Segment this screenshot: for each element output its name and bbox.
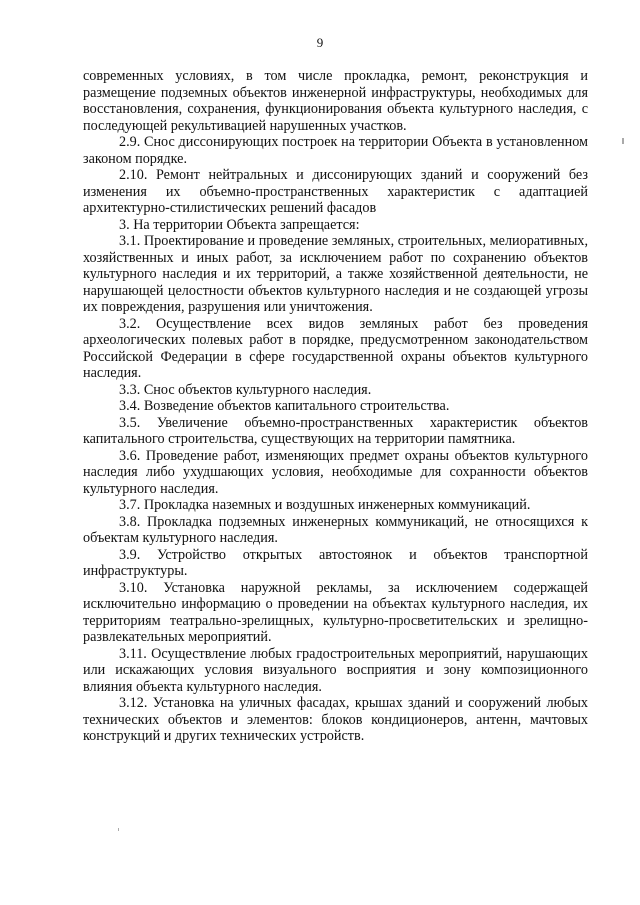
paragraph-3-6: 3.6. Проведение работ, изменяющих предмет охраны объектов культурного наследия либо ухудшающих условия, необходимые для сохранности объектов культурного наследия.	[83, 447, 588, 497]
paragraph-2-9: 2.9. Снос диссонирующих построек на территории Объекта в установленном законом порядке.	[83, 134, 588, 167]
paragraph-3-7: 3.7. Прокладка наземных и воздушных инженерных коммуникаций.	[119, 497, 531, 513]
paragraph-3-9: 3.9. Устройство открытых автостоянок и объектов транспортной инфраструктуры.	[83, 546, 588, 579]
page-number: 9	[316, 35, 324, 50]
paragraph-3-5: 3.5. Увеличение объемно-пространственных характеристик объектов капитального строительства, существующих на территории памятника.	[83, 414, 588, 447]
paragraph-continuation: современных условиях, в том числе прокладка, ремонт, реконструкция и размещение подземных объектов инженерной инфраструктуры, необходимых для восстановления, сохранения, функционирования объекта культурного наследия, с последующей рекультивацией нарушенных участков.	[83, 68, 588, 134]
paragraph-3-heading: 3. На территории Объекта запрещается:	[119, 216, 360, 233]
paragraph-3-4: 3.4. Возведение объектов капитального строительства.	[119, 398, 450, 414]
scan-speck	[622, 138, 624, 144]
paragraph-3-2: 3.2. Осуществление всех видов земляных работ без проведения археологических полевых работ в порядке, предусмотренном законодательством Российской Федерации в сфере государственной охраны объектов культурного наследия.	[83, 315, 588, 381]
paragraph-3-10: 3.10. Установка наружной рекламы, за исключением содержащей исключительно информацию о проведении на объектах культурного наследия, их территориям театрально-зрелищных, культурно-просветительских и зрелищно-развлекательных мероприятий.	[83, 579, 588, 645]
paragraph-3-12: 3.12. Установка на уличных фасадах, крышах зданий и сооружений любых технических объектов и элементов: блоков кондиционеров, антенн, мачтовых конструкций и других технических устройств.	[83, 695, 588, 744]
paragraph-2-10: 2.10. Ремонт нейтральных и диссонирующих зданий и сооружений без изменения их объемно-пространственных характеристик с адаптацией архитектурно-стилистических решений фасадов	[83, 167, 588, 216]
paragraph-3-8: 3.8. Прокладка подземных инженерных коммуникаций, не относящихся к объектам культурного наследия.	[83, 513, 588, 546]
paragraph-3-1: 3.1. Проектирование и проведение земляных, строительных, мелиоративных, хозяйственных и иных работ, за исключением работ по сохранению объектов культурного наследия и их территорий, а также хозяйственной деятельности, не нарушающей целостности объектов культурного наследия и не создающей угрозы их повреждения, разрушения или уничтожения.	[83, 233, 588, 315]
scan-speck	[118, 828, 119, 831]
paragraph-3-3: 3.3. Снос объектов культурного наследия.	[119, 381, 372, 398]
paragraph-3-11: 3.11. Осуществление любых градостроительных мероприятий, нарушающих или искажающих условия визуального восприятия и зону композиционного влияния объекта культурного наследия.	[83, 645, 588, 695]
document-body	[83, 68, 588, 745]
